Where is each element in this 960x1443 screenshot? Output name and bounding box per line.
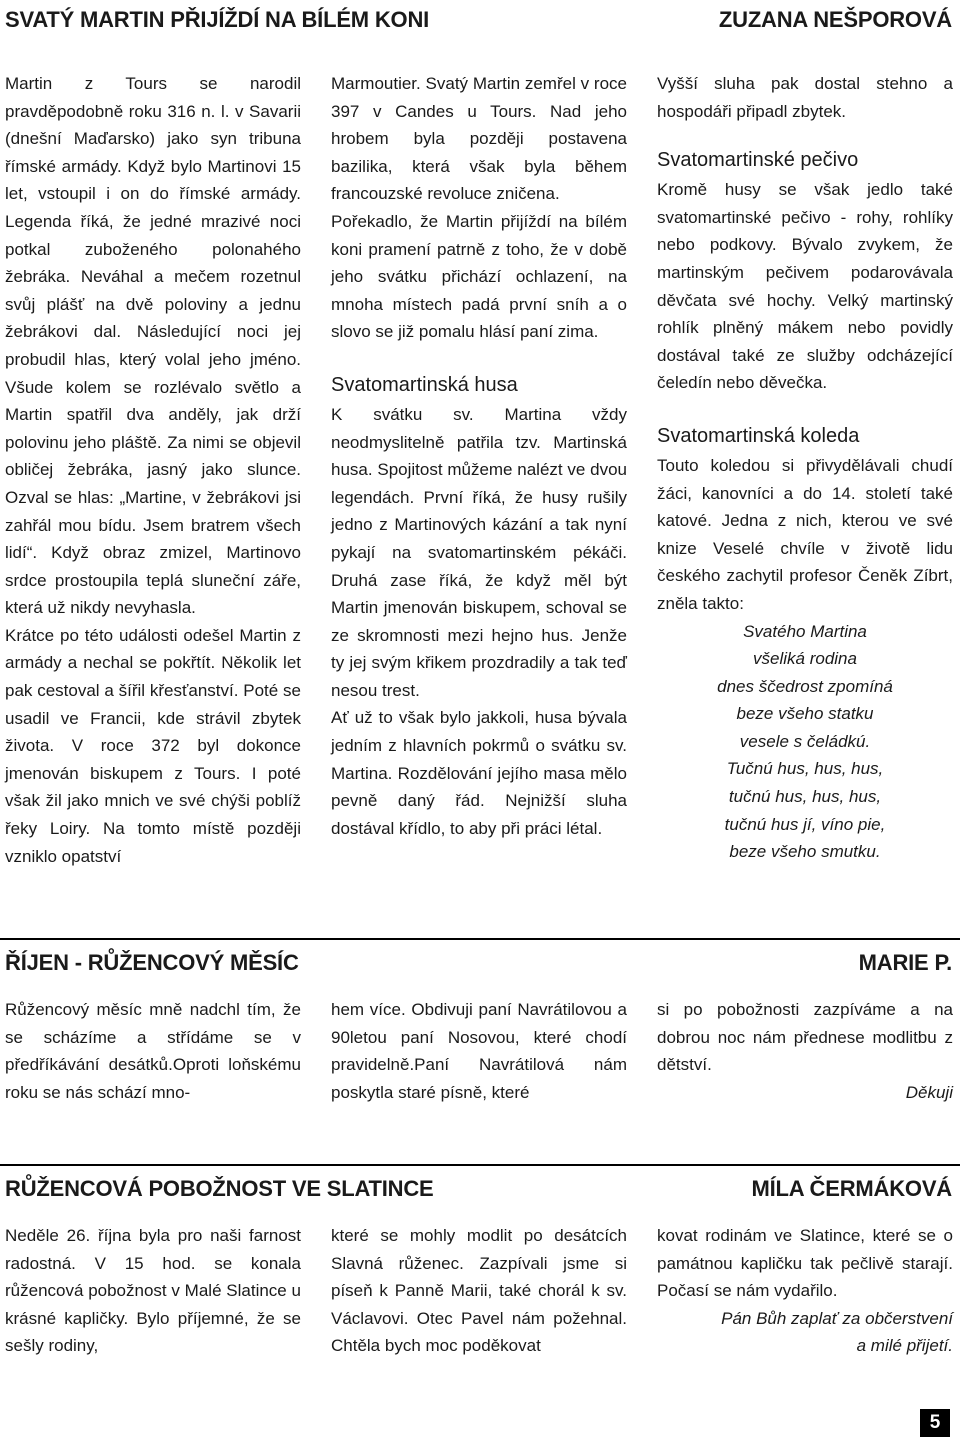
poem [657, 618, 953, 866]
poem-line: tučnú hus, hus, hus, [728, 787, 882, 807]
article-2-header [0, 938, 960, 982]
article-3-column-1 [5, 1222, 301, 1360]
poem-line: tučnú hus jí, víno pie, [724, 814, 886, 834]
poem-line: všeliká rodina [753, 649, 857, 669]
section-heading: Svatomartinská husa [331, 373, 518, 396]
article-1-paragraph: Pořekadlo, že Martin přijíždí na bílém koni pramení patrně z toho, že v době jeho svátku přichází ochlazení, na mnoha místech padá první sníh a o slovo se již pomalu hlásí paní zima. [331, 211, 627, 342]
article-1-column-1 [5, 70, 301, 870]
poem-line: beze všeho statku [736, 704, 874, 724]
article-1-paragraph: Touto koledou si přivydělávali chudí žáci, kanovníci a do 14. století také katové. Jedna z nich, kterou ve své knize Veselé chvíle v životě lidu českého zachytil profesor Čeněk Zíbrt, zněla takto: [657, 455, 953, 613]
section-heading: Svatomartinské pečivo [657, 149, 859, 172]
article-2-title: ŘÍJEN - RŮŽENCOVÝ MĚSÍC [5, 950, 299, 975]
article-1-paragraph: Marmoutier. Svatý Martin zemřel v roce 397 v Candes u Tours. Nad jeho hrobem byla později postavena bazilika, která však byla během francouzské revoluce zničena. [331, 74, 627, 204]
article-2-paragraph: hem více. Obdivuji paní Navrátilovou a 90letou paní Nosovou, které chodí pravidelně.Paní Navrátilová nám poskytla staré písně, které [331, 1000, 627, 1102]
article-3-paragraph: které se mohly modlit po desátcích Slavná růženec. Zazpívali jsme si píseň k Panně Marii, také chorál k sv. Václavovi. Otec Pavel nám požehnal. Chtěla bych moc poděkovat [331, 1226, 627, 1356]
article-2-paragraph: Růžencový měsíc mně nadchl tím, že se scházíme a střídáme se v předříkávání desátků.Oproti loňskému roku se nás schází mno- [5, 1000, 301, 1102]
article-3-signature-line-2: a milé přijetí. [856, 1336, 953, 1356]
article-2-column-2 [331, 996, 627, 1106]
poem-line: beze všeho smutku. [729, 842, 881, 862]
poem-line: dnes ščedrost zpomíná [717, 676, 893, 696]
article-2-author: MARIE P. [858, 950, 952, 975]
article-1-column-2 [331, 70, 627, 842]
poem-line: Svatého Martina [743, 621, 867, 641]
article-2-column-3 [657, 996, 953, 1106]
article-2-column-1 [5, 996, 301, 1106]
article-1-paragraph: K svátku sv. Martina vždy neodmyslitelně patřila tzv. Martinská husa. Spojitost můžeme nalézt ve dvou legendách. První říká, že husy rušily jedno z Martinových kázání a tak nyní pykají na svatomartinském pékáči. Druhá zase říká, že když měl být Martin jmenován biskupem, schoval se ze skromnosti mezi hejno hus. Jenže ty jej svým křikem prozdradily a tak teď nesou trest. [331, 404, 627, 700]
poem-line: vesele s čeládkú. [739, 731, 871, 751]
section-heading: Svatomartinská koleda [657, 424, 860, 447]
article-3-column-2 [331, 1222, 627, 1360]
article-3-author: MÍLA ČERMÁKOVÁ [751, 1176, 952, 1201]
article-3-header [0, 1164, 960, 1208]
poem-line: Tučnú hus, hus, hus, [726, 759, 884, 779]
article-1-paragraph: Martin z Tours se narodil pravděpodobně roku 316 n. l. v Savarii (dnešní Maďarsko) jako syn tribuna římské armády. Když bylo Martinovi 15 let, vstoupil i on do římské armády. Legenda říká, že jedné mrazivé noci potkal zuboženého polonahého žebráka. Neváhal a mečem rozetnul svůj plášť na dvě poloviny a jednu žebrákovi dal. Následující noci jej probudil hlas, který volal jeho jméno. Všude kolem se rozlévalo světlo a Martin spatřil dva anděly, jak drží polovinu jeho pláště. Za nimi se objevil obličej žebráka, jasný jako slunce. Ozval se hlas: „Martine, v žebrákovi jsi zahřál mou bídu. Jsem bratrem všech lidí“. Když obraz zmizel, Martinovo srdce prostoupila teplá sluneční záře, která už nikdy nevyhasla. [5, 74, 301, 618]
article-1-author: ZUZANA NEŠPOROVÁ [718, 7, 952, 32]
article-1-paragraph: Kromě husy se však jedlo také svatomartinské pečivo - rohy, rohlíky nebo podkovy. Bývalo zvykem, že martinským pečivem podarovávala děvčata své hochy. Velký martinský rohlík plněný mákem nebo povidly dostával také ze služby odcházející čeledín nebo děvečka. [657, 180, 953, 393]
article-1-header [0, 0, 960, 44]
article-3-column-3 [657, 1222, 953, 1360]
article-2-signature: Děkuji [905, 1082, 953, 1102]
article-3-paragraph: kovat rodinám ve Slatince, které se o památnou kapličku tak pečlivě starají. Počasí se nám vydařilo. [657, 1226, 953, 1301]
article-1-column-3 [657, 70, 953, 866]
article-3-signature-line-1: Pán Bůh zaplať za občerstvení [721, 1308, 953, 1328]
article-1-paragraph: Vyšší sluha pak dostal stehno a hospodáři připadl zbytek. [657, 74, 953, 121]
article-3-title: RŮŽENCOVÁ POBOŽNOST VE SLATINCE [5, 1176, 434, 1201]
article-1-title: SVATÝ MARTIN PŘIJÍŽDÍ NA BÍLÉM KONI [5, 7, 430, 32]
article-2-paragraph: si po pobožnosti zazpíváme a na dobrou noc nám přednese modlitbu z dětství. [657, 1000, 953, 1075]
page-number: 5 [920, 1409, 950, 1437]
article-3-paragraph: Neděle 26. října byla pro naši farnost radostná. V 15 hod. se konala růžencová pobožnost v Malé Slatince u krásné kapličky. Bylo příjemné, že se sešly rodiny, [5, 1226, 301, 1356]
article-1-paragraph: Krátce po této události odešel Martin z armády a nechal se pokřtít. Několik let pak cestoval a šířil křesťanství. Poté se usadil ve Francii, kde strávil zbytek života. V roce 372 byl dokonce jmenován biskupem z Tours. I poté však žil jako mnich ve své chýši poblíž řeky Loiry. Na tomto místě později vzniklo opatství [5, 625, 301, 866]
article-1-paragraph: Ať už to však bylo jakkoli, husa bývala jedním z hlavních pokrmů o svátku sv. Martina. Rozdělování jejího masa mělo pevně daný řád. Nejnižší sluha dostával křídlo, to aby při práci létal. [331, 708, 627, 838]
